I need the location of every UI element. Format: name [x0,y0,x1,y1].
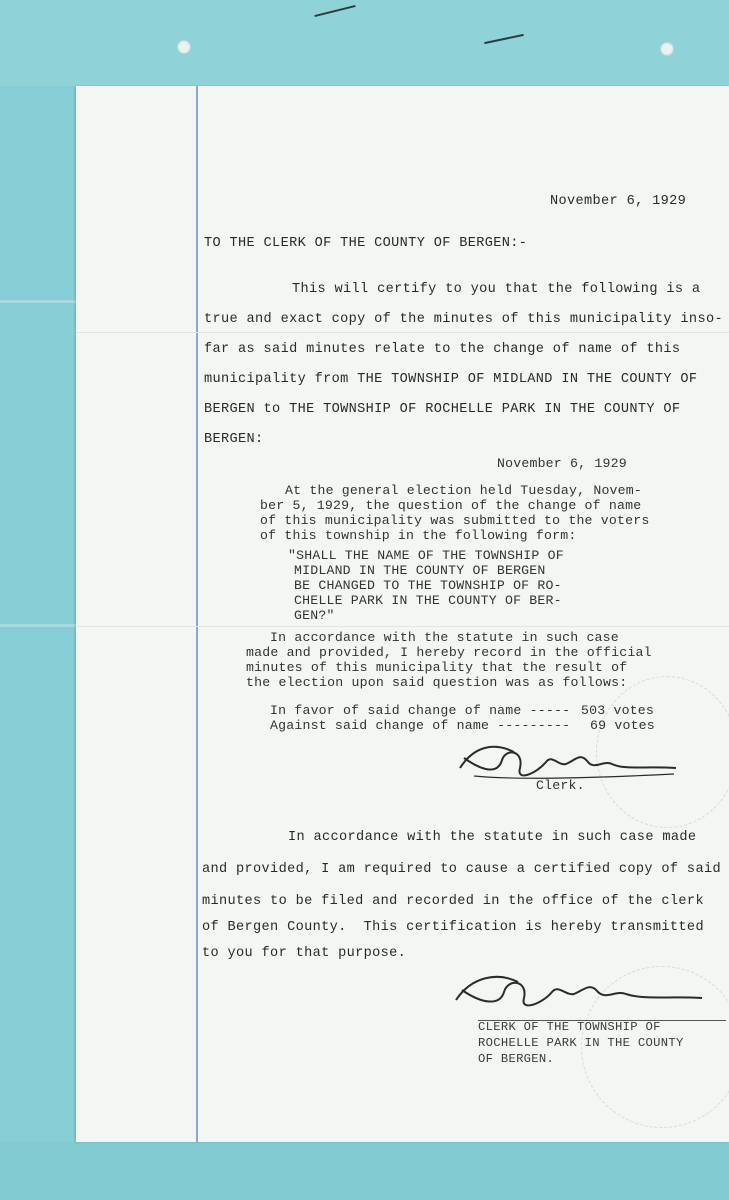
fold-line [0,624,80,627]
certify-line: municipality from THE TOWNSHIP OF MIDLAND IN THE COUNTY OF [204,372,698,387]
vote-against-count: 69 votes [590,718,655,733]
closing-line: In accordance with the statute in such case made [288,830,697,845]
certify-line: This will certify to you that the following is a [292,282,701,297]
punch-hole-right [660,42,674,56]
vote-favor-label: In favor of said change of name ----- [270,703,571,718]
closing-line: to you for that purpose. [202,946,407,961]
minutes-line: At the general election held Tuesday, Novem- [285,483,643,498]
paper-crease [76,332,729,333]
signature-block-line: CLERK OF THE TOWNSHIP OF [478,1020,661,1034]
ballot-question-line: MIDLAND IN THE COUNTY OF BERGEN [294,563,546,578]
closing-line: minutes to be filed and recorded in the office of the clerk [202,894,704,909]
punch-hole-left [177,40,191,54]
township-clerk-signature [448,966,708,1016]
ballot-question-line: "SHALL THE NAME OF THE TOWNSHIP OF [288,548,564,563]
clerk-label: Clerk. [536,778,585,793]
minutes-line: of this township in the following form: [260,528,577,543]
certify-line: BERGEN: [204,432,264,447]
salutation: TO THE CLERK OF THE COUNTY OF BERGEN:- [204,236,528,251]
margin-rule [196,86,198,1142]
letter-date: November 6, 1929 [550,194,687,209]
certify-line: far as said minutes relate to the change of name of this [204,342,681,357]
certify-line: true and exact copy of the minutes of this municipality inso- [204,312,723,327]
record-line: the election upon said question was as follows: [246,675,628,690]
vote-favor-count: 503 votes [581,703,655,718]
certify-line: BERGEN to THE TOWNSHIP OF ROCHELLE PARK IN THE COUNTY OF [204,402,681,417]
record-line: made and provided, I hereby record in the official [246,645,652,660]
closing-line: of Bergen County. This certification is hereby transmitted [202,920,704,935]
signature-block-line: OF BERGEN. [478,1052,555,1066]
folder-left [0,86,76,1200]
fold-line [0,300,80,303]
minutes-line: of this municipality was submitted to the voters [260,513,650,528]
closing-line: and provided, I am required to cause a certified copy of said [202,862,721,877]
folder-bottom [0,1142,729,1200]
ballot-question-line: GEN?" [294,608,335,623]
record-line: In accordance with the statute in such case [270,630,619,645]
folder-top [0,0,729,86]
paper-crease [76,626,729,627]
ballot-question-line: BE CHANGED TO THE TOWNSHIP OF RO- [294,578,562,593]
record-line: minutes of this municipality that the result of [246,660,628,675]
signature-block-line: ROCHELLE PARK IN THE COUNTY [478,1036,684,1050]
document-page [76,86,729,1142]
minutes-line: ber 5, 1929, the question of the change of name [260,498,642,513]
minutes-date: November 6, 1929 [497,456,627,471]
vote-against-label: Against said change of name --------- [270,718,571,733]
ballot-question-line: CHELLE PARK IN THE COUNTY OF BER- [294,593,562,608]
